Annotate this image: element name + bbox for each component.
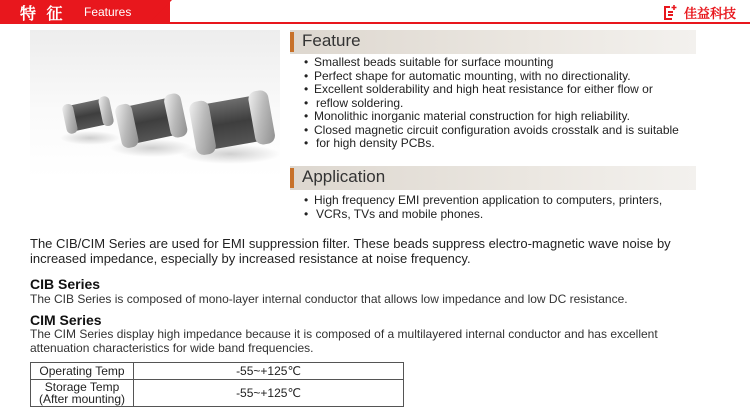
cim-series-title: CIM Series [30, 312, 102, 328]
application-heading-accent [290, 168, 294, 188]
application-list [304, 194, 694, 221]
feature-item-continuation: • for high density PCBs. [304, 137, 704, 151]
storage-temp-value: -55~+125℃ [134, 380, 404, 407]
feature-heading-bar [290, 30, 696, 54]
feature-item: • Perfect shape for automatic mounting, with no directionality. [304, 70, 704, 84]
feature-item: • Monolithic inorganic material construction for high reliability. [304, 110, 704, 124]
cib-series-text: The CIB Series is composed of mono-layer internal conductor that allows low impedance and low DC resistance. [30, 292, 628, 306]
feature-item: • Excellent solderability and high heat resistance for either flow or [304, 83, 704, 97]
feature-item: • Smallest beads suitable for surface mounting [304, 56, 704, 70]
storage-temp-label-line1: Storage Temp [44, 380, 120, 394]
operating-temp-value: -55~+125℃ [134, 363, 404, 380]
feature-heading: Feature [302, 31, 361, 50]
cib-series-title: CIB Series [30, 276, 101, 292]
application-heading-bar [290, 166, 696, 190]
application-heading: Application [302, 167, 386, 186]
brand-logo-icon [661, 4, 679, 22]
brand[interactable] [661, 3, 736, 22]
application-item: • High frequency EMI prevention application to computers, printers, [304, 194, 694, 208]
storage-temp-label-line2: (After mounting) [38, 392, 126, 406]
small-chip-bead [61, 95, 114, 134]
small-bead-shadow [60, 131, 120, 145]
header-title-en: Features [84, 5, 132, 19]
brand-name: 佳益科技 [683, 6, 736, 21]
feature-heading-accent [290, 32, 294, 52]
chip-beads-illustration [30, 30, 280, 178]
header-red-bar-slant [150, 0, 172, 22]
cim-series-text: The CIM Series display high impedance because it is composed of a multilayered internal conductor and has excellent attenuation characteristics for wide band frequencies. [30, 327, 658, 355]
feature-list [304, 56, 704, 151]
storage-temp-label [31, 380, 134, 407]
operating-temp-label: Operating Temp [31, 363, 134, 380]
table-row [31, 380, 404, 407]
application-item-continuation: • VCRs, TVs and mobile phones. [304, 208, 694, 222]
temperature-spec-table [30, 362, 404, 407]
large-bead-shadow [180, 144, 280, 164]
ferrite-chip-beads-photo [30, 30, 280, 178]
header-title-cn: 特 征 [20, 6, 66, 23]
feature-item-continuation: • reflow soldering. [304, 97, 704, 111]
page-header [0, 0, 750, 26]
table-row [31, 363, 404, 380]
series-intro-text: The CIB/CIM Series are used for EMI suppression filter. These beads suppress electro-magnetic wave noise by increased impedance, especially by increased resistance at noise frequency. [30, 236, 671, 266]
header-underline [0, 22, 750, 24]
feature-item: • Closed magnetic circuit configuration avoids crosstalk and is suitable [304, 124, 704, 138]
